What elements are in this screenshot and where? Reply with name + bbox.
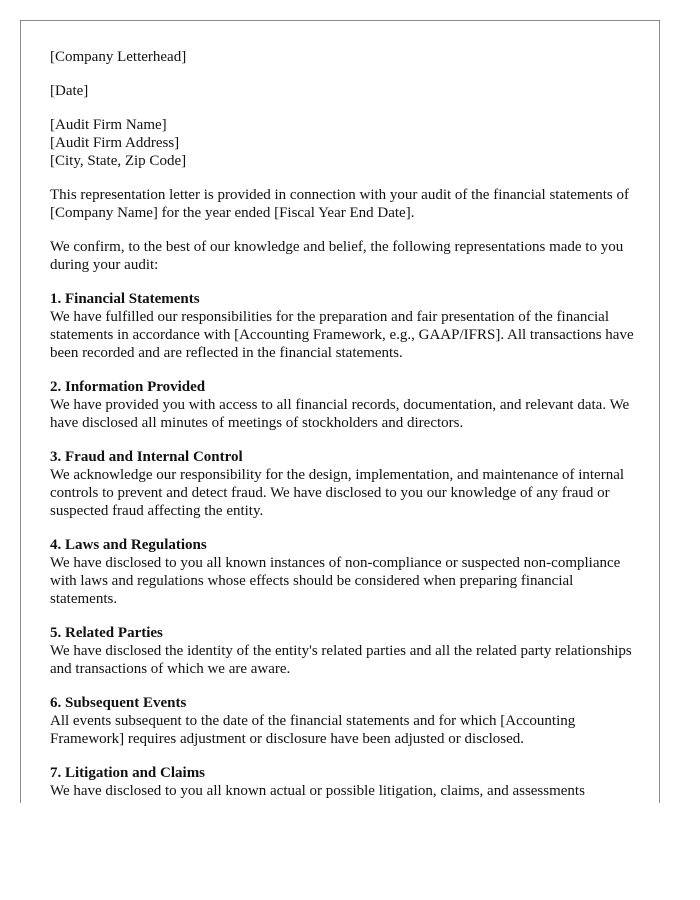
section-body: All events subsequent to the date of the financial statements and for which [Accounting Framework] requires adjustment or disclosure have been adjusted or disclosed. [50, 713, 576, 747]
intro-paragraph: This representation letter is provided in connection with your audit of the financial statements of [Company Name] for the year ended [Fiscal Year End Date]. [50, 187, 630, 221]
section-body: We have fulfilled our responsibilities for the preparation and fair presentation of the financial statements in accordance with [Accounting Framework, e.g., GAAP/IFRS]. All transactions have been recorded and are reflected in the financial statements. [50, 309, 634, 361]
section-title: 4. Laws and Regulations [50, 537, 207, 553]
letter-content [50, 48, 640, 803]
section-title: 7. Litigation and Claims [50, 765, 206, 781]
section-body: We have disclosed the identity of the entity's related parties and all the related party relationships and transactions of which we are aware. [50, 643, 632, 677]
letter-page [20, 20, 660, 803]
section-title: 5. Related Parties [50, 625, 163, 641]
section-title: 2. Information Provided [50, 379, 206, 395]
section-title: 6. Subsequent Events [50, 695, 187, 711]
section-financial-statements [50, 290, 640, 362]
section-body: We have disclosed to you all known actual or possible litigation, claims, and assessments [50, 783, 585, 799]
section-subsequent-events [50, 694, 640, 748]
letter-date: [Date] [50, 83, 89, 99]
company-letterhead: [Company Letterhead] [50, 49, 187, 65]
recipient-address [50, 116, 640, 170]
section-fraud-internal-control [50, 448, 640, 520]
audit-firm-city-state-zip: [City, State, Zip Code] [50, 153, 187, 169]
audit-firm-name: [Audit Firm Name] [50, 117, 167, 133]
section-litigation-claims [50, 764, 640, 800]
section-body: We have provided you with access to all financial records, documentation, and relevant data. We have disclosed all minutes of meetings of stockholders and directors. [50, 397, 630, 431]
confirmation-paragraph: We confirm, to the best of our knowledge and belief, the following representations made to you during your audit: [50, 239, 624, 273]
section-related-parties [50, 624, 640, 678]
section-title: 3. Fraud and Internal Control [50, 449, 243, 465]
section-laws-regulations [50, 536, 640, 608]
section-body: We have disclosed to you all known instances of non-compliance or suspected non-compliance with laws and regulations whose effects should be considered when preparing financial statements. [50, 555, 621, 607]
section-information-provided [50, 378, 640, 432]
section-title: 1. Financial Statements [50, 291, 200, 307]
section-body: We acknowledge our responsibility for the design, implementation, and maintenance of internal controls to prevent and detect fraud. We have disclosed to you our knowledge of any fraud or suspected fraud affecting the entity. [50, 467, 625, 519]
audit-firm-address: [Audit Firm Address] [50, 135, 180, 151]
